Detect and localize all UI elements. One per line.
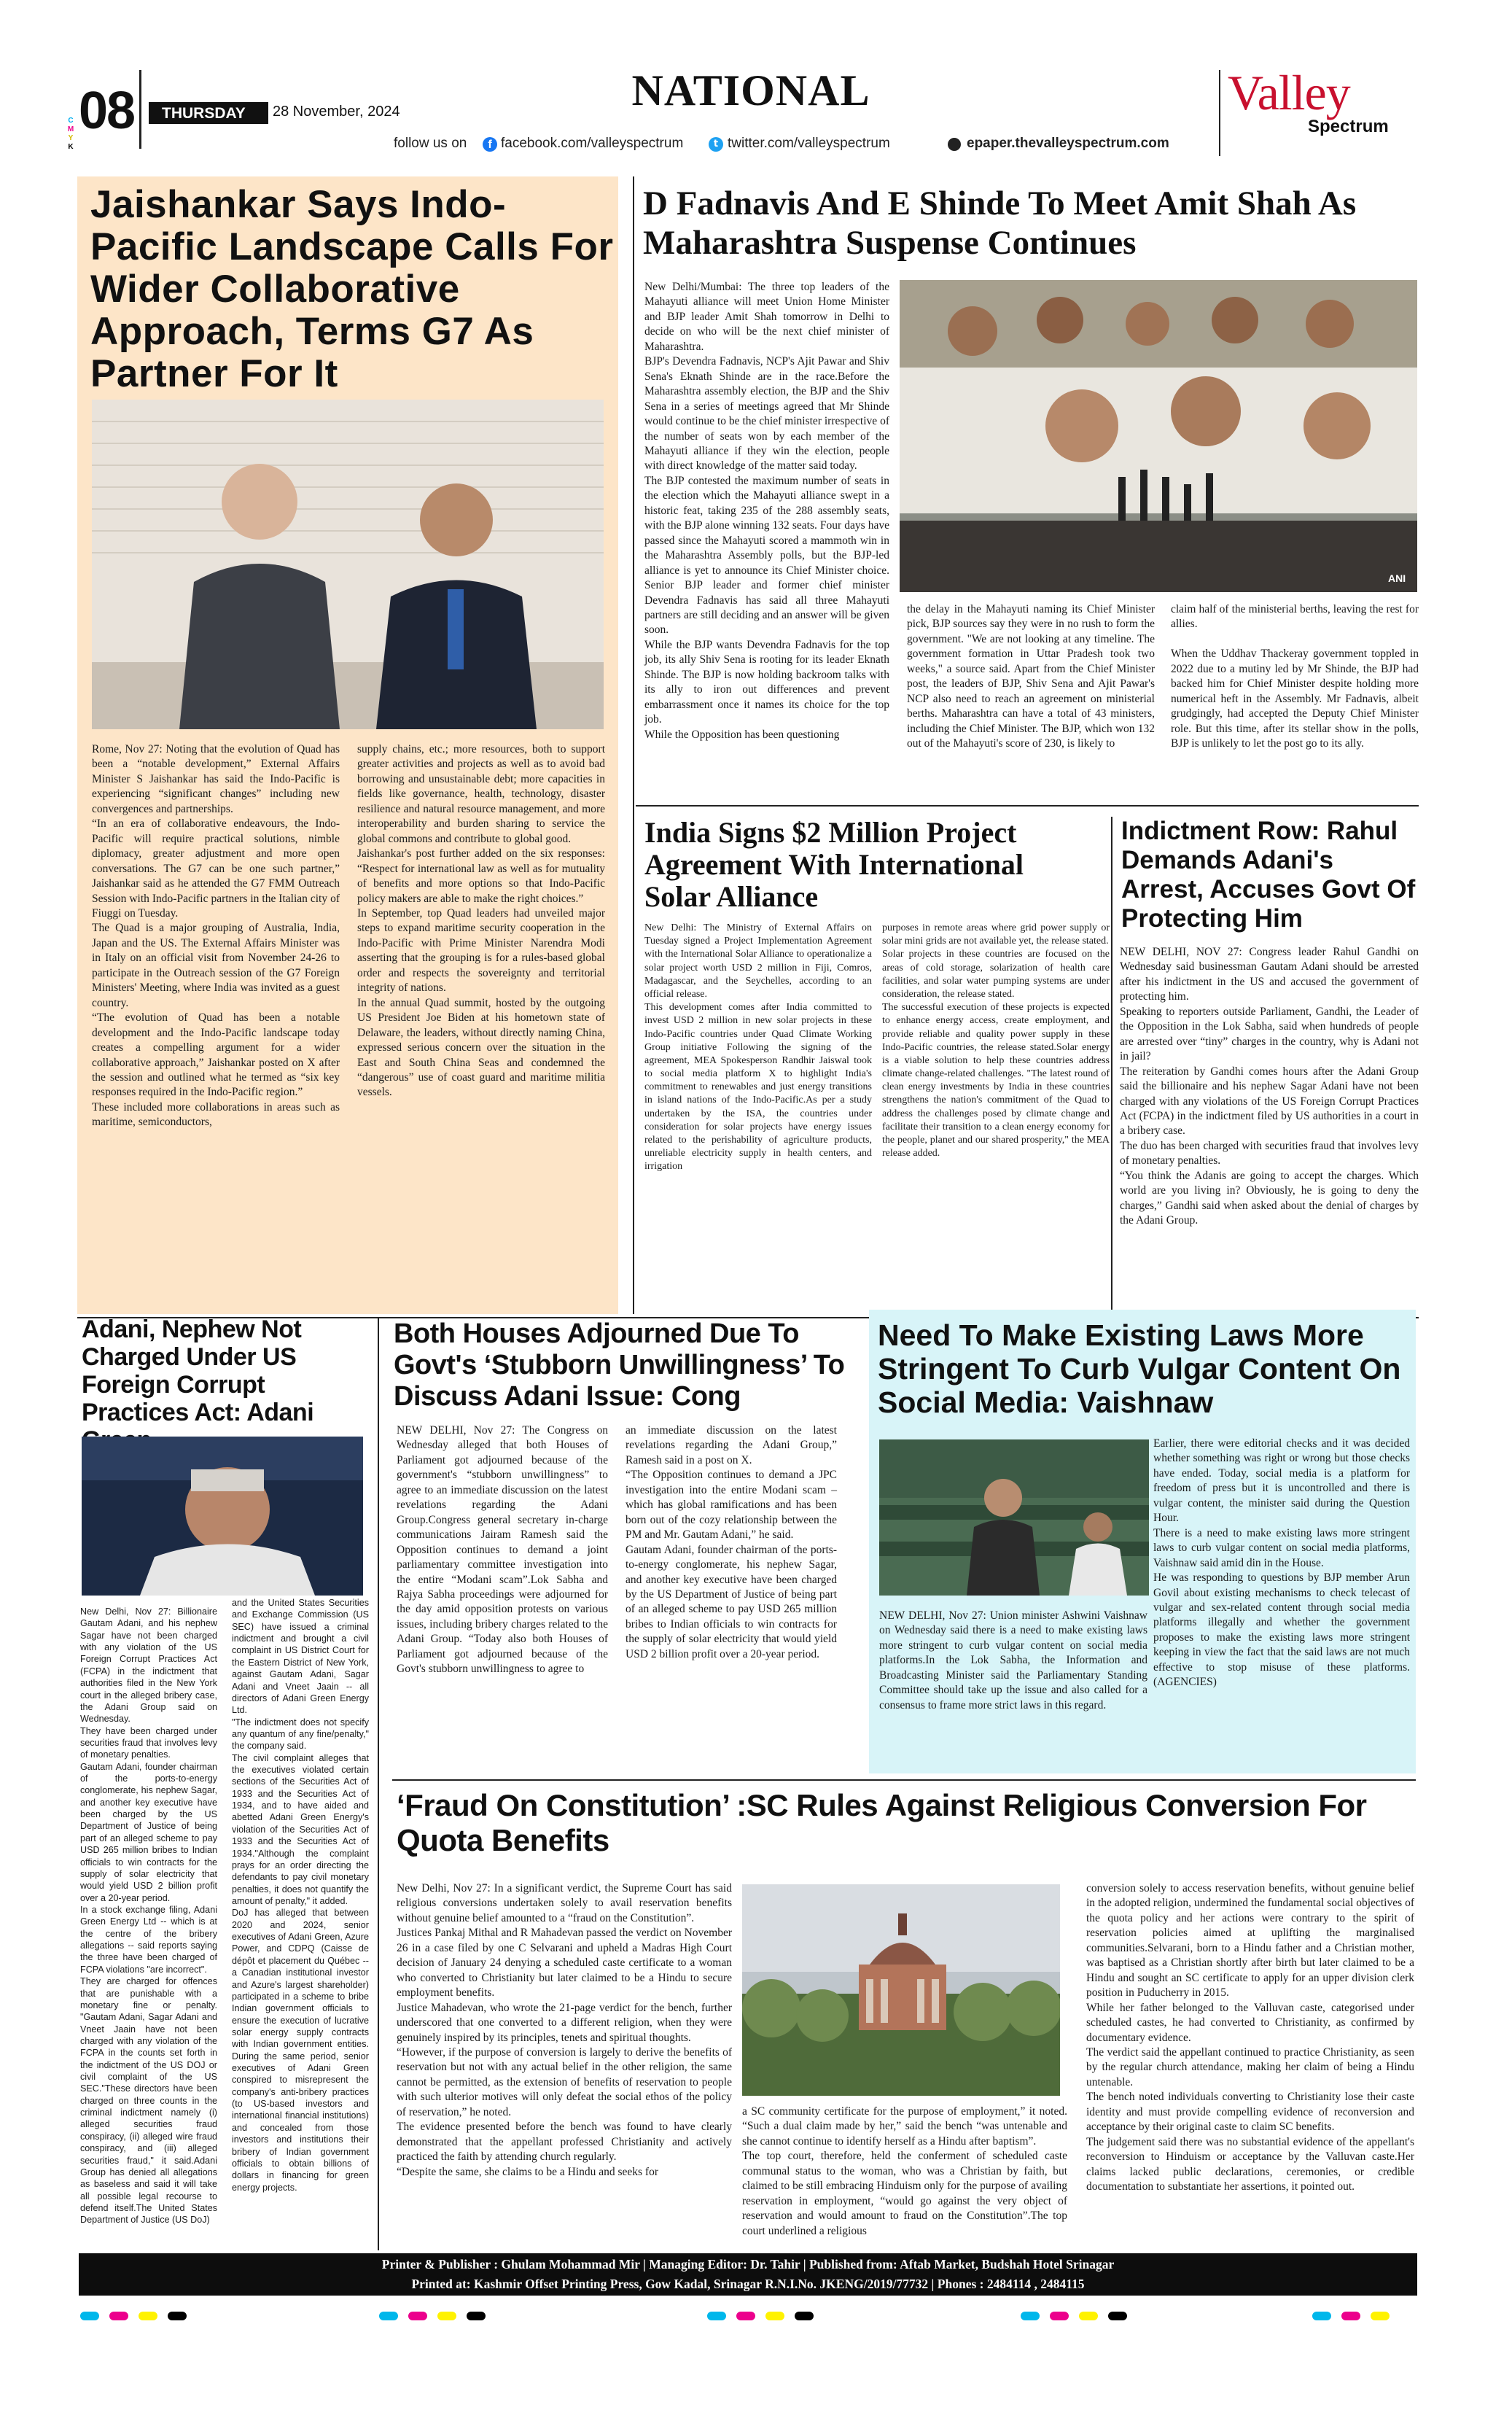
houses-col1: NEW DELHI, Nov 27: The Congress on Wednesday alleged that both Houses of Parliament got adjourned because of the government's “stubborn unwillingness” to agree to an immediate discussion on the latest revelations regarding the Adani Group.Congress general secretary in-charge communications Jairam Ramesh said the Opposition continues to demand a joint parliamentary committee investigation into the entire “Modani scam”.Lok Sabha and Rajya Sabha proceedings were adjourned for the day amid opposition protests on various issues, including bribery charges related to the Adani Group. “Today also both Houses of Parliament got adjourned because of the Govt's stubborn unwillingness to agree to [397,1424,608,1676]
epaper-link[interactable]: epaper.thevalleyspectrum.com [967,136,1169,151]
valley-spectrum-logo [1228,64,1417,152]
divider-jaishankar-right [633,176,634,1314]
page-number: 08 [79,82,135,140]
cmyk-vertical-label: C M Y K [67,117,74,151]
divider-fraud-top [392,1779,1416,1781]
solar-col2: purposes in remote areas where grid power supply or solar mini grids are not available yet, the release stated. Solar projects in these countries are focused on the areas of cold storage, solarization of health care facilities, and solar water pumping systems are under consideration, the release stated. The successful execution of these projects is expected to enhance energy access, create employment, and provide reliable and quality power supply in these Indo-Pacific countries, the release stated.Solar energy is a viable solution to help these countries address climate change-related challenges. "The latest round of clean energy investments by India in these countries strengthens the nation's commitment of the Quad to address the challenges posed by climate change and facilitate their transition to a clean energy economy for the people, planet and our shared prosperity," the MEA release added. [882,922,1110,1159]
vaishnaw-photo [879,1439,1149,1596]
follow-label: follow us on [394,136,467,151]
logo-top: Valley [1228,65,1350,120]
divider-fadnavis-bottom [636,805,1419,807]
fadnavis-photo-credit: ANI [1388,572,1406,584]
imprint-line1: Printer & Publisher : Ghulam Mohammad Mir | Managing Editor: Dr. Tahir | Published from: Aftab Market, Budshah Hotel Srinagar [381,2257,1115,2272]
jaishankar-col2: supply chains, etc.; more resources, both to support greater activities and projects as well as to avoid bad borrowing and unsustainable debt; more capacities in fields like governance, health, technology, disaster resilience and natural resource management, and more interoperability and burden sharing to service the global commons and contribute to global good. Jaishankar's post further added on the six responses: “Respect for international law as well as for mutuality of benefits and more options so that Indo-Pacific policy makers are able to make the right choices.” In September, top Quad leaders had unveiled major steps to expand maritime security cooperation in the Indo-Pacific with Prime Minister Narendra Modi asserting that the grouping is for a rules-based global order and respects the sovereignty and territorial integrity of nations. In the annual Quad summit, hosted by the outgoing US President Joe Biden at his hometown state of Delaware, the leaders, without directly naming China, expressed serious concern over the situation in the East and South China Seas and condemned the “dangerous” use of coast guard and maritime militia vessels. [357,743,605,1099]
vaishnaw-right-col: Earlier, there were editorial checks and it was decided whether something was right or wrong but those checks have ended. Today, social media is a platform for freedom of press but it is uncontrolled and there is vulgar content, the minister said during the Question Hour. There is a need to make existing laws more stringent laws to curb vulgar content on social media platforms, Vaishnaw said amid din in the House. He was responding to questions by BJP member Arun Govil about existing mechanisms to check telecast of vulgar and sex-related content through social media platforms illegally and whether the government proposes to make the existing laws more stringent keeping in view the fact that the said laws are not much effective to stop misuse of these platforms. (AGENCIES) [1153,1437,1410,1689]
adani-col1: New Delhi, Nov 27: Billionaire Gautam Adani, and his nephew Sagar have not been charged with any violation of the US Foreign Corrupt Practices Act (FCPA) in the indictment that authorities filed in the New York court in the alleged bribery case, the Adani Group said on Wednesday. They have been charged under securities fraud that involves levy of monetary penalties. Gautam Adani, founder chairman of the ports-to-energy conglomerate, his nephew Sagar, and another key executive have been charged by the US Department of Justice of being part of an alleged scheme to pay USD 265 million bribes to Indian officials to win contracts for the supply of solar electricity that would yield USD 2 billion profit over a 20-year period. In a stock exchange filing, Adani Green Energy Ltd -- which is at the centre of the bribery allegations -- said reports saying the three have been charged of FCPA violations "are incorrect". They are charged for offences that are punishable with a monetary fine or penalty. "Gautam Adani, Sagar Adani and Vneet Jaain have not been charged with any violation of the FCPA in the counts set forth in the indictment of the US DOJ or civil complaint of the US SEC."These directors have been charged on three counts in the criminal indictment namely (i) alleged securities fraud conspiracy, (ii) alleged wire fraud conspiracy, and (iii) alleged securities fraud," it said.Adani Group has denied all allegations as baseless and said it will take all possible legal recourse to defend itself.The United States Department of Justice (US DoJ) [80,1606,217,2226]
adani-headline: Adani, Nephew Not Charged Under US Foreign Corrupt Practices Act: Adani [82,1316,314,1426]
jaishankar-col1: Rome, Nov 27: Noting that the evolution of Quad has been a “notable development,” External Affairs Minister S Jaishankar has said the Indo-Pacific is experiencing “significant changes” including new convergences and partnerships. “In an era of collaborative endeavours, the Indo-Pacific will require practical solutions, nimble diplomacy, greater adjustment and more open conversations. The G7 can be one such partner,” Jaishankar said as he attended the G7 FMM Outreach Session with Indo-Pacific partners in the Italian city of Fiuggi on Tuesday. The Quad is a major grouping of Australia, India, Japan and the US. The External Affairs Minister was in Italy on an official visit from November 24-26 to participate in the Outreach session of the G7 Foreign Ministers' Meeting, where India was invited as a guest country. “The evolution of Quad has been a notable development and the Indo-Pacific landscape today creates a compelling argument for a wider collaborative approach,” Jaishankar posted on X after the session and outlined what he termed as “six key responses required in the Indo-Pacific region.” These included more collaborations in areas such as maritime, semiconductors, [92,743,340,1129]
date-label: 28 November, 2024 [268,102,440,124]
adani-col2: and the United States Securities and Exchange Commission (US SEC) have issued a criminal indictment and brought a civil complaint in US District Court for the Eastern District of New York, against Gautam Adani, Sagar Adani and Vneet Jaain -- all directors of Adani Green Energy Ltd. "The indictment does not specify any quantum of any fine/penalty," the company said. The civil complaint alleges that the executives violated certain sections of the Securities Act of 1933 and the Securities Act of 1934, and to have aided and abetted Adani Green Energy's violation of the Securities Act of 1933 and the Securities Act of 1934."Although the complaint prays for an order directing the defendants to pay civil monetary penalties, it does not quantify the amount of penalty," it added. DoJ has alleged that between 2020 and 2024, senior executives of Adani Green, Azure Power, and CDPQ (Caisse de dépôt et placement du Québec -- a Canadian institutional investor and Azure's largest shareholder) participated in a scheme to bribe Indian government officials to ensure the execution of lucrative solar energy supply contracts with Indian government entities. During the same period, senior executives of Adani Green conspired to misrepresent the company's anti-bribery practices (to US-based investors and international financial institutions) and concealed from those investors and institutions their bribery of Indian government officials to obtain billions of dollars in financing for green energy projects. [232,1598,369,2193]
houses-col2: an immediate discussion on the latest revelations regarding the Adani Group,” Ramesh said in a post on X. “The Opposition continues to demand a JPC investigation into the entire Modani scam – which has global ramifications and has been born out of the cozy relationship between the PM and Mr. Gautam Adani,” he said. Gautam Adani, founder chairman of the ports-to-energy conglomerate, his nephew Sagar, and another key executive have been charged by the US Department of Justice of being part of an alleged scheme to pay USD 265 million bribes to Indian officials to win contracts for the supply of solar electricity that would yield USD 2 billion profit over a 20-year period. [626,1424,837,1660]
adani-photo [82,1437,363,1596]
fadnavis-headline: D Fadnavis And E Shinde To Meet Amit Shah As Maharashtra Suspense Continues [643,184,1357,262]
vaishnaw-caption-col: NEW DELHI, Nov 27: Union minister Ashwini Vaishnaw on Wednesday said there is a need to make existing laws more stringent to curb vulgar content on social media platforms.In the Lok Sabha, the Information and Broadcasting Minister said the Parliamentary Standing Committee should take up the issue and also called for a consensus to frame more strict laws in this regard. [879,1609,1147,1711]
date-bar [149,102,440,124]
fraud-col1: New Delhi, Nov 27: In a significant verdict, the Supreme Court has said religious conversions undertaken solely to avail reservation benefits without genuine belief amounted to a “fraud on the Constitution”. Justices Pankaj Mithal and R Mahadevan passed the verdict on November 26 in a case filed by one C Selvarani and upheld a Madras High Court decision of January 24 denying a scheduled caste certificate to a woman who converted to Christianity but later claimed to be a Hindu to secure employment benefits. Justice Mahadevan, who wrote the 21-page verdict for the bench, further underscored that one converted to a different religion, when they were genuinely inspired by its principles, tenets and spiritual thoughts. “However, if the purpose of conversion is largely to derive the benefits of reservation but not with any actual belief in the other religion, the same cannot be permitted, as the extension of benefits of reservation to people with such ulterior motives will only defeat the social ethos of the policy of reservation,” he noted. The evidence presented before the bench was found to have clearly demonstrated that the appellant professed Christianity and actively practiced the faith by attending church regularly. “Despite the same, she claims to be a Hindu and seeks for [397,1882,732,2178]
solar-col1: New Delhi: The Ministry of External Affairs on Tuesday signed a Project Implementation Agreement with the International Solar Alliance to operationalize a solar project worth USD 2 million in Fiji, Comros, Madagascar, and the Seychelles, according to an official release. This development comes after India committed to invest USD 2 million in new solar projects in these Indo-Pacific countries under Quad Climate Working Group initiative Following the signing of the agreement, MEA Spokesperson Randhir Jaiswal took to social media platform X to highlight India's commitment to renewables and just energy transitions in island nations of the Indo-Pacific.As per a study undertaken by the ISA, the countries under consideration for solar projects have energy issues related to the perishability of agriculture products, unreliable electricity supply in health centers, and irrigation [644,922,872,1173]
facebook-icon: f [483,137,497,152]
divider-solar-right [1111,817,1112,1313]
houses-headline: Both Houses Adjourned Due To Govt's ‘Stubborn Unwillingness’ To Discuss Adani Issue: Cong [394,1318,845,1412]
divider-adani-right [378,1317,379,2250]
rahul-body: NEW DELHI, NOV 27: Congress leader Rahul Gandhi on Wednesday said businessman Gautam Adani should be arrested after his indictment in the US and accused the government of protecting him. Speaking to reporters outside Parliament, Gandhi, the Leader of the Opposition in the Lok Sabha, said when hundreds of people are arrested over “tiny” charges in the country, why is Adani not in jail? The reiteration by Gandhi comes hours after the Adani Group said the billionaire and his nephew Sagar Adani have not been charged with any violations of the US Foreign Corrupt Practices Act (FCPA) in the indictment filed by US authorities in a court in a bribery case. The duo has been charged with securities fraud that involves levy of monetary penalties. “You think the Adanis are going to accept the charges. Which world are you living in? Obviously, he is going to deny the charges,” Gandhi said when asked about the denial of charges by the Adani Group. [1120,946,1419,1227]
vaishnaw-headline: Need To Make Existing Laws More Stringent To Curb Vulgar Content On Social Media: Vaishnaw [878,1318,1401,1419]
logo-bottom: Spectrum [1308,117,1389,136]
twitter-icon: t [709,137,723,152]
fraud-col3: conversion solely to access reservation benefits, without genuine belief in the adopted religion, undermined the fundamental social objectives of the quota policy and her actions were contrary to the spirit of reservation policies aimed at uplifting the marginalised communities.Selvarani, born to a Hindu father and a Christian mother, was baptised as a Christian shortly after birth but later claimed to be a Hindu and sought an SC certificate to apply for an upper division clerk position in Puducherry in 2015. While her father belonged to the Valluvan caste, categorised under scheduled castes, he had converted to Christianity, as confirmed by documentary evidence. The verdict said the appellant continued to practice Christianity, as seen by the regular church attendance, making her claim of being a Hindu untenable. The bench noted individuals converting to Christianity lose their caste identity and must provide compelling evidence of reconversion and acceptance by their original caste to claim SC benefits. The judgement said there was no substantial evidence of the appellant's reconversion to Hinduism or acceptance by the Valluvan caste.Her claims lacked public declarations, ceremonies, or credible documentation to substantiate her assertions, it pointed out. [1086,1882,1414,2193]
fraud-headline: ‘Fraud On Constitution’ :SC Rules Against Religious Conversion For Quota Benefits [397,1788,1367,1857]
epaper-icon [948,138,961,151]
rahul-headline: Indictment Row: Rahul Demands Adani's Arrest, Accuses Govt Of Protecting Him [1121,817,1416,933]
twitter-link[interactable]: twitter.com/valleyspectrum [728,136,890,151]
fadnavis-photo [900,280,1417,592]
imprint-footer [79,2253,1417,2296]
social-bar [394,134,1217,156]
jaishankar-photo [92,400,604,729]
fadnavis-col2: the delay in the Mahayuti naming its Chief Minister pick, BJP sources say they were in no rush to form the government. "We are not looking at any timeline. The government formation in Uttar Pradesh took two weeks," a source said. Apart from the Chief Minister post, the leaders of BJP, Shiv Sena and Ajit Pawar's NCP also need to reach an agreement on ministerial berths. Maharashtra can have a total of 43 ministers, including the Chief Minister. The BJP, which won 132 out of the Mahayuti's score of 230, is likely to [907,603,1155,750]
fadnavis-col1: New Delhi/Mumbai: The three top leaders of the Mahayuti alliance will meet Union Home Minister and BJP leader Amit Shah tomorrow in Delhi to decide on who will be the next chief minister of Maharashtra. BJP's Devendra Fadnavis, NCP's Ajit Pawar and Shiv Sena's Eknath Shinde are in the race.Before the Maharashtra assembly election, the BJP and the Shiv Sena in a series of meetings agreed that Mr Shinde would continue to be the chief minister irrespective of the number of seats won by each member of the Mahayuti alliance if they win the election, people with direct knowledge of the matter said today. The BJP contested the maximum number of seats in the election which the Mahayuti alliance swept in a historic feat, taking 235 of the 288 assembly seats, with the BJP alone winning 132 seats. Four days have passed since the Mahayuti scored a mammoth win in the Maharashtra Assembly polls, but the BJP-led alliance is yet to announce its Chief Minister choice. Senior BJP leader and former chief minister Devendra Fadnavis has said all three Mahayuti partners are still deciding and an answer will be given soon. While the BJP wants Devendra Fadnavis for the top job, its ally Shiv Sena is rooting for its leader Eknath Shinde. The BJP is now holding backroom talks with its ally to iron out differences and prevent embarrassment once it names its choice for the top job. While the Opposition has been questioning [644,281,889,741]
logo-divider [1219,70,1220,156]
day-label: THURSDAY [162,105,246,122]
fraud-col2: a SC community certificate for the purpose of employment,” it noted. “Such a dual claim made by her,” said the bench “was untenable and she cannot continue to identify herself as a Hindu after baptism”. The top court, therefore, held the conferment of scheduled caste communal status to the woman, who was a Christian by faith, but claimed to be still embracing Hinduism only for the purpose of availing reservation in employment, “would go against the very object of reservation and would amount to fraud on the Constitution”.The top court underlined a religious [742,2105,1067,2237]
section-title: NATIONAL [631,66,870,114]
jaishankar-headline: Jaishankar Says Indo-Pacific Landscape Calls For Wider Collaborative Approach, Terms G7 As Partner For It [90,183,614,395]
facebook-link[interactable]: facebook.com/valleyspectrum [501,136,684,151]
imprint-line2: Printed at: Kashmir Offset Printing Press, Gow Kadal, Srinagar R.N.I.No. JKENG/2019/77732 | Phones : 2484114 , 2484115 [411,2277,1085,2291]
fadnavis-col3: claim half of the ministerial berths, leaving the rest for allies. When the Uddhav Thackeray government toppled in 2022 due to a mutiny led by Mr Shinde, the BJP had backed him for Chief Minister despite holding more numerical heft in the Assembly. Mr Fadnavis, albeit grudgingly, had accepted the Deputy Chief Minister role. But this time, after its stellar show in the polls, BJP is unlikely to let the post go to its ally. [1171,603,1419,750]
supreme-court-photo [742,1884,1060,2096]
page-number-divider [139,70,141,149]
solar-headline: India Signs $2 Million Project Agreement With International Solar Alliance [644,816,1024,913]
